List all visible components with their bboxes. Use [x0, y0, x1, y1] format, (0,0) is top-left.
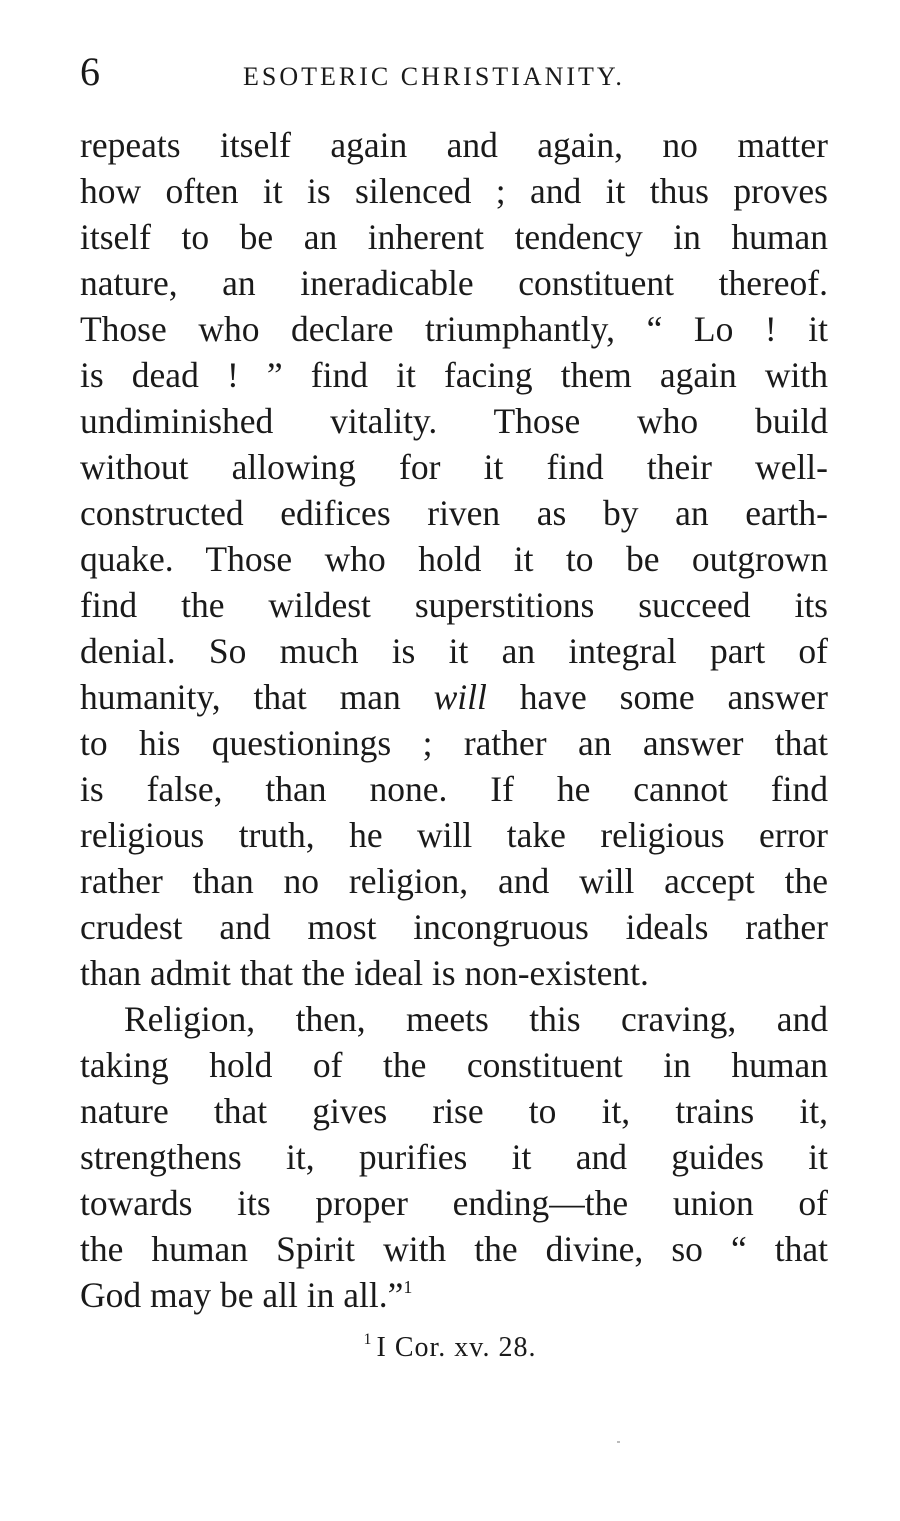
body-text	[80, 122, 828, 1318]
text-line: find the wildest superstitions succeed its	[80, 585, 828, 625]
text-line: strengthens it, purifies it and guides it	[80, 1137, 828, 1177]
print-speck	[617, 1441, 620, 1443]
text-line: how often it is silenced ; and it thus proves	[80, 171, 828, 211]
text-line	[80, 1272, 828, 1318]
text-line: towards its proper ending—the union of	[80, 1183, 828, 1223]
text-line: constructed edifices riven as by an earth-	[80, 493, 828, 533]
text-line: the human Spirit with the divine, so “ that	[80, 1229, 828, 1269]
text-line: Those who declare triumphantly, “ Lo ! it	[80, 309, 828, 349]
running-head-title: ESOTERIC CHRISTIANITY.	[243, 62, 625, 91]
text-line: rather than no religion, and will accept the	[80, 861, 828, 901]
text-line: nature that gives rise to it, trains it,	[80, 1091, 828, 1131]
text-line: is false, than none. If he cannot find	[80, 769, 828, 809]
footnote-mark: 1	[363, 1331, 373, 1348]
text-line: taking hold of the constituent in human	[80, 1045, 828, 1085]
text-line: quake. Those who hold it to be outgrown	[80, 539, 828, 579]
text-line: than admit that the ideal is non-existent.	[80, 953, 649, 993]
text-span: have some answer	[486, 677, 828, 717]
text-line: itself to be an inherent tendency in human	[80, 217, 828, 257]
text-span: God may be all in all.”	[80, 1275, 404, 1315]
text-line-with-italic	[80, 674, 828, 720]
page-number: 6	[80, 49, 100, 94]
text-line: religious truth, he will take religious error	[80, 815, 828, 855]
text-line: nature, an ineradicable constituent thereof.	[80, 263, 828, 303]
text-line: Religion, then, meets this craving, and	[124, 999, 828, 1039]
text-line: repeats itself again and again, no matter	[80, 125, 828, 165]
footnote-reference: 1	[403, 1277, 413, 1297]
text-line: crudest and most incongruous ideals rather	[80, 907, 828, 947]
text-line: to his questionings ; rather an answer that	[80, 723, 828, 763]
text-line: undiminished vitality. Those who build	[80, 401, 828, 441]
text-span: humanity, that man	[80, 677, 434, 717]
footnote-text: I Cor. xv. 28.	[376, 1332, 537, 1363]
italic-emphasis: will	[433, 677, 487, 717]
footnote	[0, 1330, 900, 1366]
text-line: is dead ! ” find it facing them again with	[80, 355, 828, 395]
text-line: denial. So much is it an integral part of	[80, 631, 828, 671]
text-line: without allowing for it find their well-	[80, 447, 828, 487]
